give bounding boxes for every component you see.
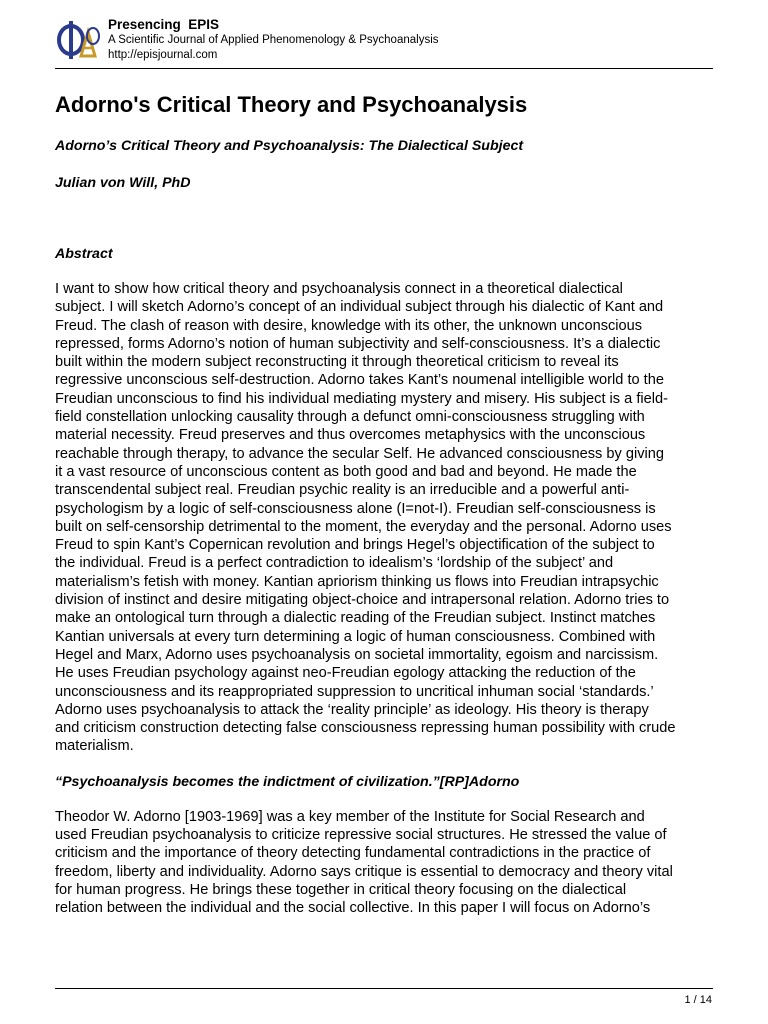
text-line: relation between the individual and the social collective. In this paper I will focus on Adorno’s: [55, 900, 651, 917]
text-line: used Freudian psychoanalysis to criticize repressive social structures. He stressed the value of: [55, 827, 667, 844]
text-line: repressed, forms Adorno’s notion of human subjectivity and self-consciousness. It’s a dialectic: [55, 335, 661, 352]
text-line: make an ontological turn through a dialectic reading of the Freudian subject. Instinct matches: [55, 610, 656, 627]
journal-subtitle: A Scientific Journal of Applied Phenomenology & Psychoanalysis: [108, 34, 439, 46]
text-line: Adorno uses psychoanalysis to attack the ‘reality principle’ as ideology. His theory is therapy: [55, 701, 649, 718]
text-line: psychologism by a logic of self-consciousness alone (I=not-I). Freudian self-consciousness is: [55, 500, 656, 517]
text-line: I want to show how critical theory and psychoanalysis connect in a theoretical dialectical: [55, 281, 623, 297]
text-line: and criticism construction detecting false consciousness repressing human possibility with crude: [55, 720, 676, 737]
article-author: Julian von Will, PhD: [55, 175, 191, 191]
text-line: He uses Freudian psychology against neo-Freudian egology attacking the reduction of the: [55, 665, 636, 682]
abstract-paragraph: [55, 280, 715, 756]
journal-header: [55, 14, 715, 68]
text-line: materialism’s fetish with money. Kantian apriorism thinking us flows into Freudian intrapsychic: [55, 573, 659, 590]
journal-url[interactable]: http://episjournal.com: [108, 48, 218, 61]
text-line: Theodor W. Adorno [1903-1969] was a key member of the Institute for Social Research and: [55, 808, 645, 825]
text-line: unconsciousness and its reappropriated suppression to uncritical inhuman social ‘standards.’: [55, 683, 654, 700]
phi-alpha-logo-icon: [55, 18, 103, 62]
text-line: the individual. Freud is a perfect contradiction to idealism’s ‘lordship of the subject’ and: [55, 555, 614, 572]
text-line: field constellation unlocking causality through a defunct omni-consciousness struggling with: [55, 409, 645, 426]
text-line: Kantian universals at every turn determining a logic of human consciousness. Combined with: [55, 628, 656, 645]
text-line: for human progress. He brings these together in critical theory focusing on the dialectical: [55, 881, 627, 898]
text-line: Freud. The clash of reason with desire, knowledge with its other, the unknown unconscious: [55, 317, 643, 334]
header-divider: [55, 68, 713, 69]
text-line: it a vast resource of unconscious content as both good and bad and beyond. He made the: [55, 463, 637, 480]
article-body: [55, 90, 715, 918]
abstract-heading: Abstract: [55, 246, 113, 262]
text-line: regressive unconscious self-destruction. Adorno takes Kant’s noumenal intelligible world to the: [55, 372, 664, 389]
journal-name: Presencing EPIS: [108, 17, 220, 32]
text-line: built on self-censorship detrimental to the moment, the everyday and the personal. Adorno uses: [55, 518, 672, 535]
text-line: division of instinct and desire mitigating object-choice and intrapersonal relation. Adorno tries to: [55, 592, 670, 609]
text-line: Freud to spin Kant’s Copernican revolution and brings Hegel’s objectification of the subject to: [55, 537, 655, 554]
text-line: Hegel and Marx, Adorno uses psychoanalysis on societal immortality, egoism and narcissism.: [55, 646, 659, 663]
journal-info: [108, 16, 439, 62]
text-line: criticism and the importance of theory detecting fundamental contradictions in the practice of: [55, 845, 651, 862]
text-line: reachable through therapy, to advance the secular Self. He advanced consciousness by giving: [55, 445, 664, 462]
text-line: material necessity. Freud preserves and thus overcomes metaphysics with the unconscious: [55, 427, 646, 444]
page-number: 1 / 14: [684, 994, 712, 1006]
article-title: Adorno's Critical Theory and Psychoanalysis: [55, 92, 528, 117]
footer-divider: [55, 988, 713, 989]
text-line: subject. I will sketch Adorno’s concept of an individual subject through his dialectic of Kant and: [55, 299, 664, 316]
text-line: freedom, liberty and individuality. Adorno says critique is essential to democracy and theory vital: [55, 863, 673, 880]
text-line: materialism.: [55, 738, 134, 755]
article-subtitle: Adorno’s Critical Theory and Psychoanalysis: The Dialectical Subject: [55, 138, 524, 154]
text-line: built within the modern subject reconstructing it through theoretical criticism to reveal its: [55, 354, 619, 371]
text-line: Freudian unconscious to find his individual mediating mystery and misery. His subject is a field-: [55, 390, 668, 407]
text-line: transcendental subject real. Freudian psychic reality is an irreducible and a powerful anti-: [55, 482, 630, 499]
intro-paragraph: [55, 808, 715, 918]
epigraph-quote: “Psychoanalysis becomes the indictment of civilization.”[RP]Adorno: [55, 773, 520, 790]
